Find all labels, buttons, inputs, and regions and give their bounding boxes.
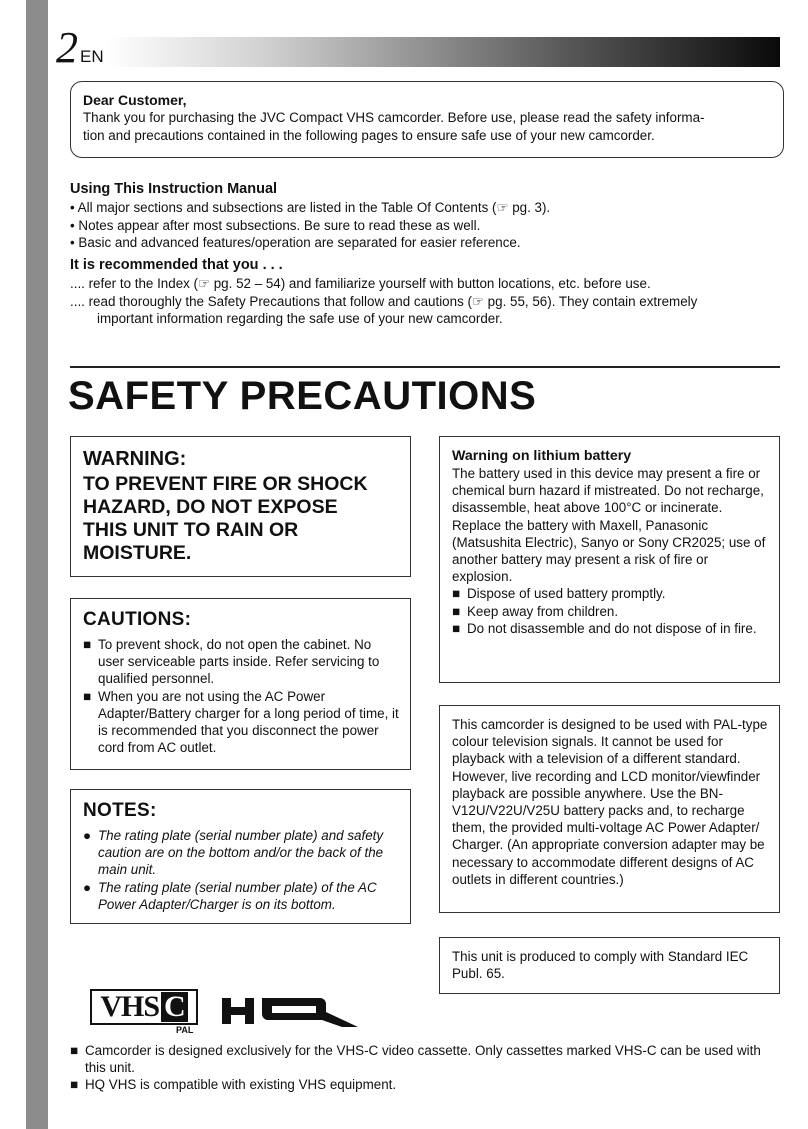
square-bullet-icon: ■ <box>83 688 92 704</box>
warning-line: MOISTURE. <box>83 542 192 564</box>
pal-mark: PAL <box>176 1025 194 1035</box>
lithium-item: ■ Do not disassemble and do not dispose of in fire. <box>452 620 757 636</box>
square-bullet-icon: ■ <box>452 603 461 619</box>
lithium-paragraph-2: Replace the battery with Maxell, Panasonic (Matsushita Electric), Sanyo or Sony CR2025; use of another battery may present a risk of fire or explosion. <box>452 517 766 585</box>
using-manual-section <box>70 180 782 252</box>
manual-item: • Notes appear after most subsections. Be sure to read these as well. <box>70 217 481 233</box>
footer-notes <box>70 1042 782 1094</box>
lithium-item: ■ Keep away from children. <box>452 603 619 619</box>
square-bullet-icon: ■ <box>70 1077 79 1093</box>
left-margin-bar <box>26 0 48 1129</box>
page-title: SAFETY PRECAUTIONS <box>68 374 537 418</box>
footer-item: ■ HQ VHS is compatible with existing VHS equipment. <box>70 1077 397 1093</box>
lithium-battery-box <box>439 436 780 683</box>
dear-customer-line1: Thank you for purchasing the JVC Compact VHS camcorder. Before use, please read the safety informa- <box>83 110 705 125</box>
note-item: ● The rating plate (serial number plate) of the AC Power Adapter/Charger is on its bottom. <box>83 879 377 912</box>
warning-title: WARNING: <box>83 448 187 470</box>
recommend-item-2-cont: important information regarding the safe use of your new camcorder. <box>97 311 503 326</box>
manual-item: • Basic and advanced features/operation are separated for easier reference. <box>70 235 521 250</box>
dear-customer-heading: Dear Customer, <box>83 92 187 108</box>
footer-item: ■ Camcorder is designed exclusively for the VHS-C video cassette. Only cassettes marked VHS-C can be used with this unit. <box>70 1043 761 1076</box>
header-gradient-band <box>48 37 780 67</box>
dear-customer-box <box>70 81 784 158</box>
language-label: EN <box>80 47 104 66</box>
square-bullet-icon: ■ <box>70 1043 79 1058</box>
iec-standard-text: This unit is produced to comply with Standard IEC Publ. 65. <box>452 949 749 982</box>
square-bullet-icon: ■ <box>83 637 92 652</box>
page-number: 2 EN <box>56 23 104 72</box>
manual-item: • All major sections and subsections are listed in the Table Of Contents (☞ pg. 3). <box>70 200 551 215</box>
pal-info-text: This camcorder is designed to be used with PAL-type colour television signals. It cannot be used for playback with a television of a different standard. However, live recording and LCD monitor/viewfinder playback are possible anywhere. Use the BN-V12U/V22U/V25U battery packs and, to recharge them, the provided multi-voltage AC Power Adapter/ Charger. (An appropriate conversion adapter may be necessary to accommodate different designs of AC outlets in different countries.) <box>452 717 768 887</box>
using-manual-heading: Using This Instruction Manual <box>70 181 278 197</box>
square-bullet-icon: ■ <box>452 620 461 636</box>
warning-box <box>70 436 411 577</box>
notes-heading: NOTES: <box>83 800 157 821</box>
title-divider <box>70 366 780 368</box>
caution-item: ■ When you are not using the AC Power Adapter/Battery charger for a long period of time, it is recommended that you disconnect the power cord from AC outlet. <box>83 688 399 756</box>
iec-standard-box <box>439 937 780 994</box>
cautions-box <box>70 598 411 770</box>
recommend-section <box>70 256 782 328</box>
recommend-heading: It is recommended that you . . . <box>70 257 283 273</box>
round-bullet-icon: ● <box>83 879 92 895</box>
note-item: ● The rating plate (serial number plate) and safety caution are on the bottom and/or the back of the main unit. <box>83 828 384 878</box>
warning-line: THIS UNIT TO RAIN OR <box>83 519 299 541</box>
caution-item: ■ To prevent shock, do not open the cabinet. No user serviceable parts inside. Refer servicing to qualified personnel. <box>83 637 380 687</box>
round-bullet-icon: ● <box>83 828 92 843</box>
warning-line: HAZARD, DO NOT EXPOSE <box>83 496 338 518</box>
recommend-item-2: .... read thoroughly the Safety Precautions that follow and cautions (☞ pg. 55, 56). They contain extremely <box>70 293 698 309</box>
warning-line: TO PREVENT FIRE OR SHOCK <box>83 473 368 495</box>
pal-info-box <box>439 705 780 913</box>
lithium-paragraph-1: The battery used in this device may present a fire or chemical burn hazard if mistreated. Do not recharge, disassemble, heat above 100°C or incinerate. <box>452 466 764 516</box>
dear-customer-line2: tion and precautions contained in the following pages to ensure safe use of your new camcorder. <box>83 128 655 143</box>
vhs-c-logo: VHS C <box>90 989 198 1025</box>
lithium-item: ■ Dispose of used battery promptly. <box>452 586 666 602</box>
lithium-heading: Warning on lithium battery <box>452 448 632 464</box>
notes-box <box>70 789 411 924</box>
square-bullet-icon: ■ <box>452 586 461 602</box>
recommend-item-1: .... refer to the Index (☞ pg. 52 – 54) and familiarize yourself with button locations, etc. before use. <box>70 276 651 291</box>
cautions-heading: CAUTIONS: <box>83 609 192 630</box>
hq-logo <box>222 994 360 1030</box>
